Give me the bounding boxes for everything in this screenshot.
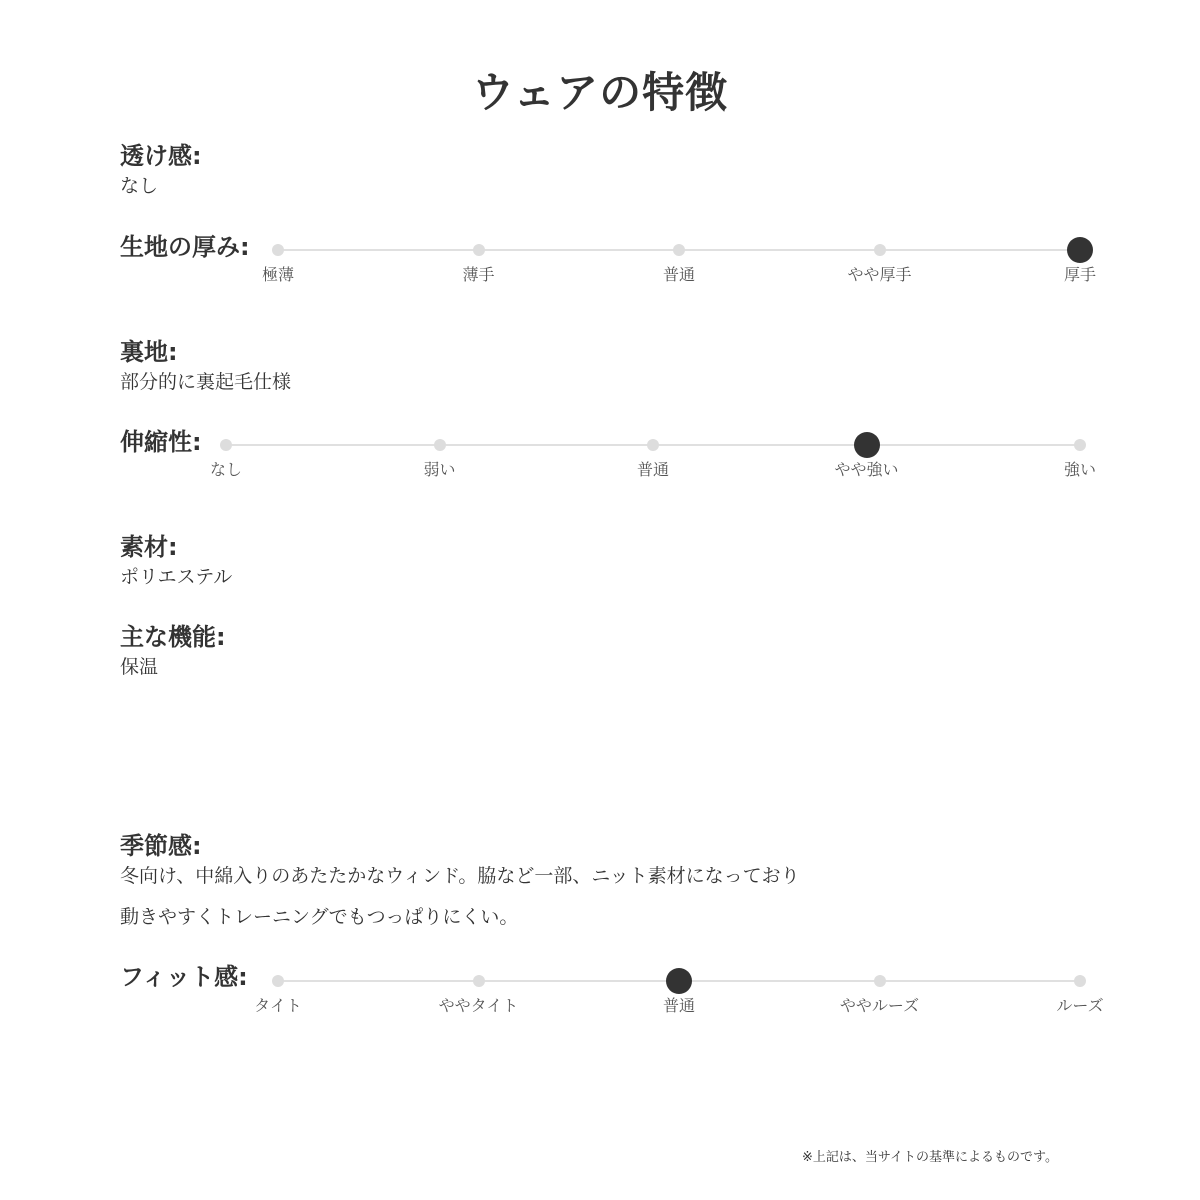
- fit-selected-marker: [666, 968, 692, 994]
- thickness-scale-point: [272, 244, 284, 256]
- stretch-selected-marker: [854, 432, 880, 458]
- fit-scale-point: [874, 975, 886, 987]
- material-value: ポリエステル: [120, 566, 233, 588]
- stretch-label: 伸縮性:: [120, 428, 202, 456]
- fit-scale-label: ややタイト: [438, 996, 519, 1015]
- season-label: 季節感:: [120, 832, 202, 860]
- fit-scale-label: タイト: [254, 996, 302, 1015]
- thickness-scale-label: 極薄: [261, 265, 294, 284]
- stretch-scale-point: [434, 439, 446, 451]
- thickness-scale: [0, 249, 1200, 309]
- stretch-scale-label: なし: [209, 460, 242, 479]
- season-line-2: 動きやすくトレーニングでもつっぱりにくい。: [120, 906, 519, 928]
- thickness-scale-label: 薄手: [462, 265, 495, 284]
- lining-value: 部分的に裏起毛仕様: [120, 371, 292, 393]
- material-label: 素材:: [120, 533, 178, 561]
- page-title: ウェアの特徴: [471, 68, 729, 117]
- stretch-scale-point: [1074, 439, 1086, 451]
- stretch-scale-label: 普通: [636, 460, 669, 479]
- footnote: ※上記は、当サイトの基準によるものです。: [802, 1150, 1058, 1165]
- season-line-1: 冬向け、中綿入りのあたたかなウィンド。脇など一部、ニット素材になっており: [120, 865, 800, 887]
- fit-scale-point: [272, 975, 284, 987]
- thickness-scale-point: [874, 244, 886, 256]
- stretch-scale: [0, 444, 1200, 504]
- fit-label: フィット感:: [120, 963, 248, 991]
- thickness-label: 生地の厚み:: [120, 233, 250, 261]
- thickness-scale-label: 厚手: [1063, 265, 1096, 284]
- stretch-scale-point: [220, 439, 232, 451]
- stretch-scale-label: やや強い: [834, 460, 899, 479]
- function-value: 保温: [120, 656, 159, 678]
- thickness-scale-label: 普通: [662, 265, 695, 284]
- function-label: 主な機能:: [120, 623, 226, 651]
- fit-scale-point: [473, 975, 485, 987]
- thickness-selected-marker: [1067, 237, 1093, 263]
- fit-scale-label: ルーズ: [1056, 996, 1104, 1015]
- transparency-label: 透け感:: [120, 142, 202, 170]
- thickness-scale-point: [673, 244, 685, 256]
- stretch-scale-label: 強い: [1063, 460, 1096, 479]
- fit-scale-label: ややルーズ: [839, 996, 920, 1015]
- fit-scale-point: [1074, 975, 1086, 987]
- lining-label: 裏地:: [120, 338, 178, 366]
- stretch-scale-point: [647, 439, 659, 451]
- fit-scale-label: 普通: [662, 996, 695, 1015]
- stretch-scale-label: 弱い: [423, 460, 456, 479]
- transparency-value: なし: [120, 175, 159, 197]
- thickness-scale-label: やや厚手: [847, 265, 912, 284]
- fit-scale: [0, 980, 1200, 1040]
- thickness-scale-point: [473, 244, 485, 256]
